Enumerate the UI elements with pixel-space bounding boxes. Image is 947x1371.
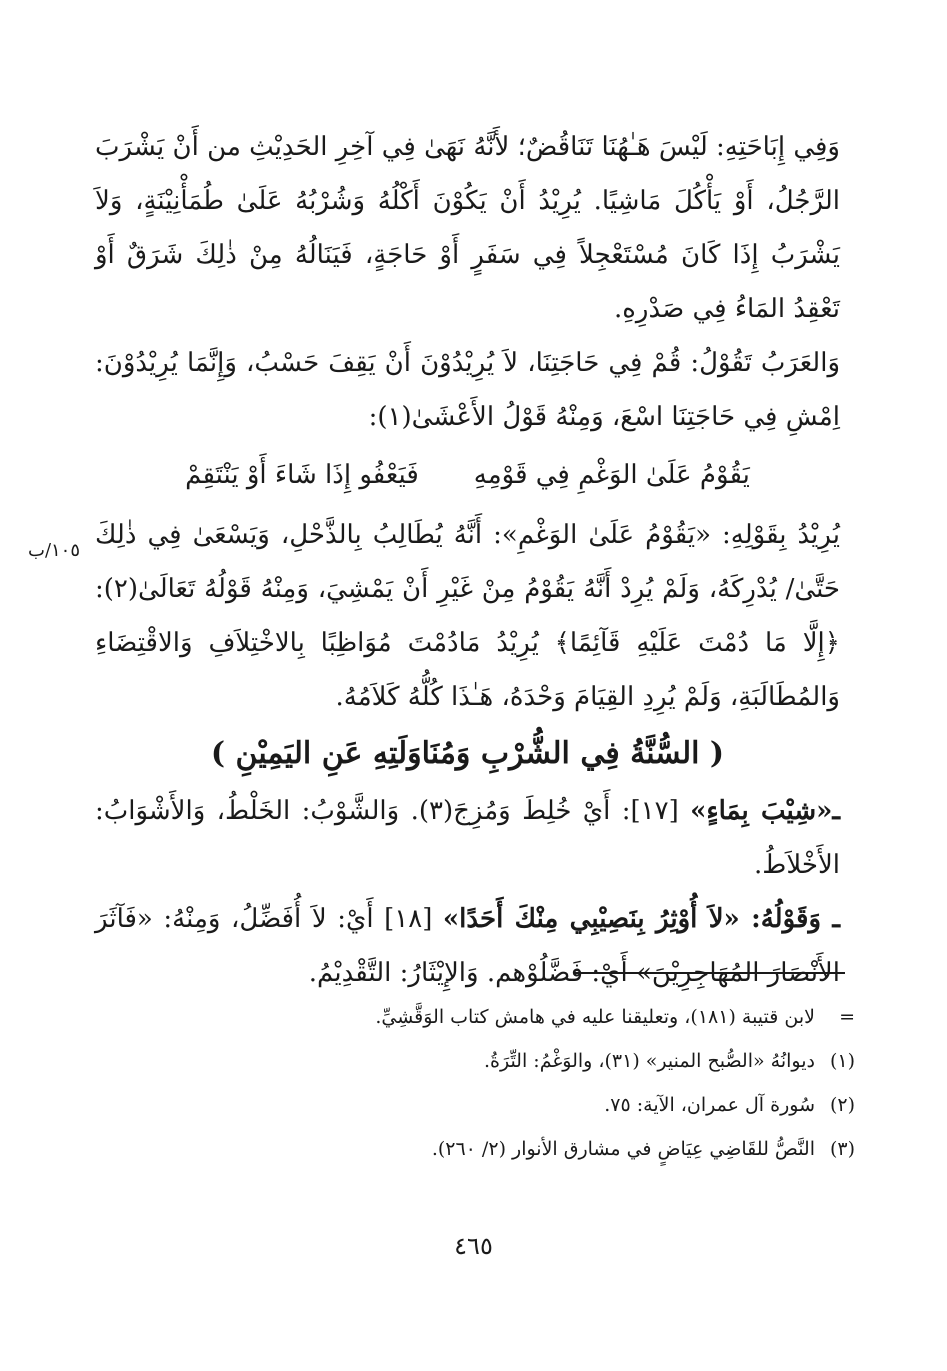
footnote-continuation xyxy=(200,995,855,1039)
paragraph-3: يُرِيْدُ بِقَوْلِهِ: «يَقُوْمُ عَلَىٰ الوَغْمِ»: أَنَّهُ يُطَالِبُ بِالذَّحْلِ، وَيَسْعَىٰ فِي ذٰلِكَ حَتَّىٰ/ يُدْرِكَهُ، وَلَمْ يُرِدْ أَنَّهُ يَقُوْمُ مِنْ غَيْرِ أَنْ يَمْشِيَ، وَمِنْهُ قَوْلُهُ تَعَالَىٰ(٢): ﴿إِلَّا مَا دُمْتَ عَلَيْهِ قَآئِمًا﴾ يُرِيْدُ مَادُمْتَ مُوَاظِبًا بِالاخْتِلاَفِ وَالاقْتِضَاءِ وَالمُطَالَبَةِ، وَلَمْ يُرِدِ القِيَامَ وَحْدَهُ، هَـٰذَا كُلُّهُ كَلاَمُهُ. xyxy=(95,520,840,712)
paragraph-1: وَفِي إِبَاحَتِهِ: لَيْسَ هَـٰهُنَا تَنَاقُضٌ؛ لأَنَّهُ نَهَىٰ فِي آخِرِ الحَدِيْثِ من أَنْ يَشْرَبَ الرَّجُلُ، أَوْ يَأْكُلَ مَاشِيًا. يُرِيْدُ أَنْ يَكُوْنَ أَكْلُهُ وَشُرْبُهُ عَلَىٰ طُمَأْنِيْنَةٍ، وَلاَ يَشْرَبُ إِذَا كَانَ مُسْتَعْجِلاً فِي سَفَرٍ أَوْ حَاجَةٍ، فَيَنَالُهُ مِنْ ذٰلِكَ شَرَقٌ أَوْ تَعْقِدُ المَاءُ فِي صَدْرِهِ. xyxy=(95,132,840,324)
entry-1 xyxy=(95,784,840,892)
footnotes xyxy=(200,995,855,1171)
poem-verse xyxy=(95,448,840,502)
entry-1-text: [١٧]: أَيْ خُلِطَ وَمُزِجَ(٣). وَالشَّوْبُ: الخَلْطُ، وَالأَشْوَابُ: الأَخْلاَطُ. xyxy=(95,796,840,880)
poem-second-hemistich: فَيَعْفُو إِذَا شَاءَ أَوْ يَنْتَقِمْ xyxy=(185,460,419,490)
poem-first-hemistich: يَقُوْمُ عَلَىٰ الوَغْمِ فِي قَوْمِهِ xyxy=(473,460,750,490)
entry-1-lead: ـ«شِيْبَ بِمَاءٍ» xyxy=(690,796,840,826)
margin-folio-note: ١٠٥/ب xyxy=(28,540,81,561)
entry-2-lead: ـ وَقَوْلُهُ: «لاَ أُوْثِرُ بِنَصِيْبِي مِنْكَ أَحَدًا» xyxy=(442,904,840,934)
footnote-marker: = xyxy=(839,1006,855,1028)
main-text xyxy=(95,120,840,1000)
footnote-text: لابن قتيبة (١٨١)، وتعليقنا عليه في هامش كتاب الوَقَّشِيِّ. xyxy=(375,1006,815,1028)
footnote-text: ديوانُهُ «الصُّبح المنير» (٣١)، والوَغْمُ: التِّرَةُ. xyxy=(483,1050,815,1072)
footnote-marker: (٢) xyxy=(829,1094,855,1116)
footnote-text: سُورة آل عمران، الآية: ٧٥. xyxy=(604,1094,815,1116)
footnote-divider xyxy=(575,972,845,974)
footnote-3 xyxy=(200,1127,855,1171)
section-heading: ( السُّنَّةُ فِي الشُّرْبِ وَمُنَاوَلَتِهِ عَنِ اليَمِيْنِ ) xyxy=(210,736,725,771)
footnote-marker: (١) xyxy=(829,1050,855,1072)
entry-2 xyxy=(95,892,840,1000)
paragraph-2: وَالعَرَبُ تَقُوْلُ: قُمْ فِي حَاجَتِنَا، لاَ يُرِيْدُوْنَ أَنْ يَقِفَ حَسْبُ، وَإِنَّمَا يُرِيْدُوْنَ: اِمْشِ فِي حَاجَتِنَا اسْعَ، وَمِنْهُ قَوْلُ الأَعْشَىٰ(١): xyxy=(95,348,840,432)
footnote-text: النَّصُّ للقَاضِي عِيَاضٍ في مشارق الأنوار (٢/ ٢٦٠). xyxy=(431,1138,815,1160)
footnote-2 xyxy=(200,1083,855,1127)
footnote-1 xyxy=(200,1039,855,1083)
footnote-marker: (٣) xyxy=(829,1138,855,1160)
page-number: ٤٦٥ xyxy=(454,1232,493,1260)
entry-2-text: [١٨] أَيْ: لاَ أُفَضِّلُ، وَمِنْهُ: «فَآثَرَ الأَنْصَارَ المُهَاجِرِيْنَ» أَيْ: فَضَّلُوْهم. وَالإِيْثَارُ: التَّقْدِيْمُ. xyxy=(95,904,840,988)
